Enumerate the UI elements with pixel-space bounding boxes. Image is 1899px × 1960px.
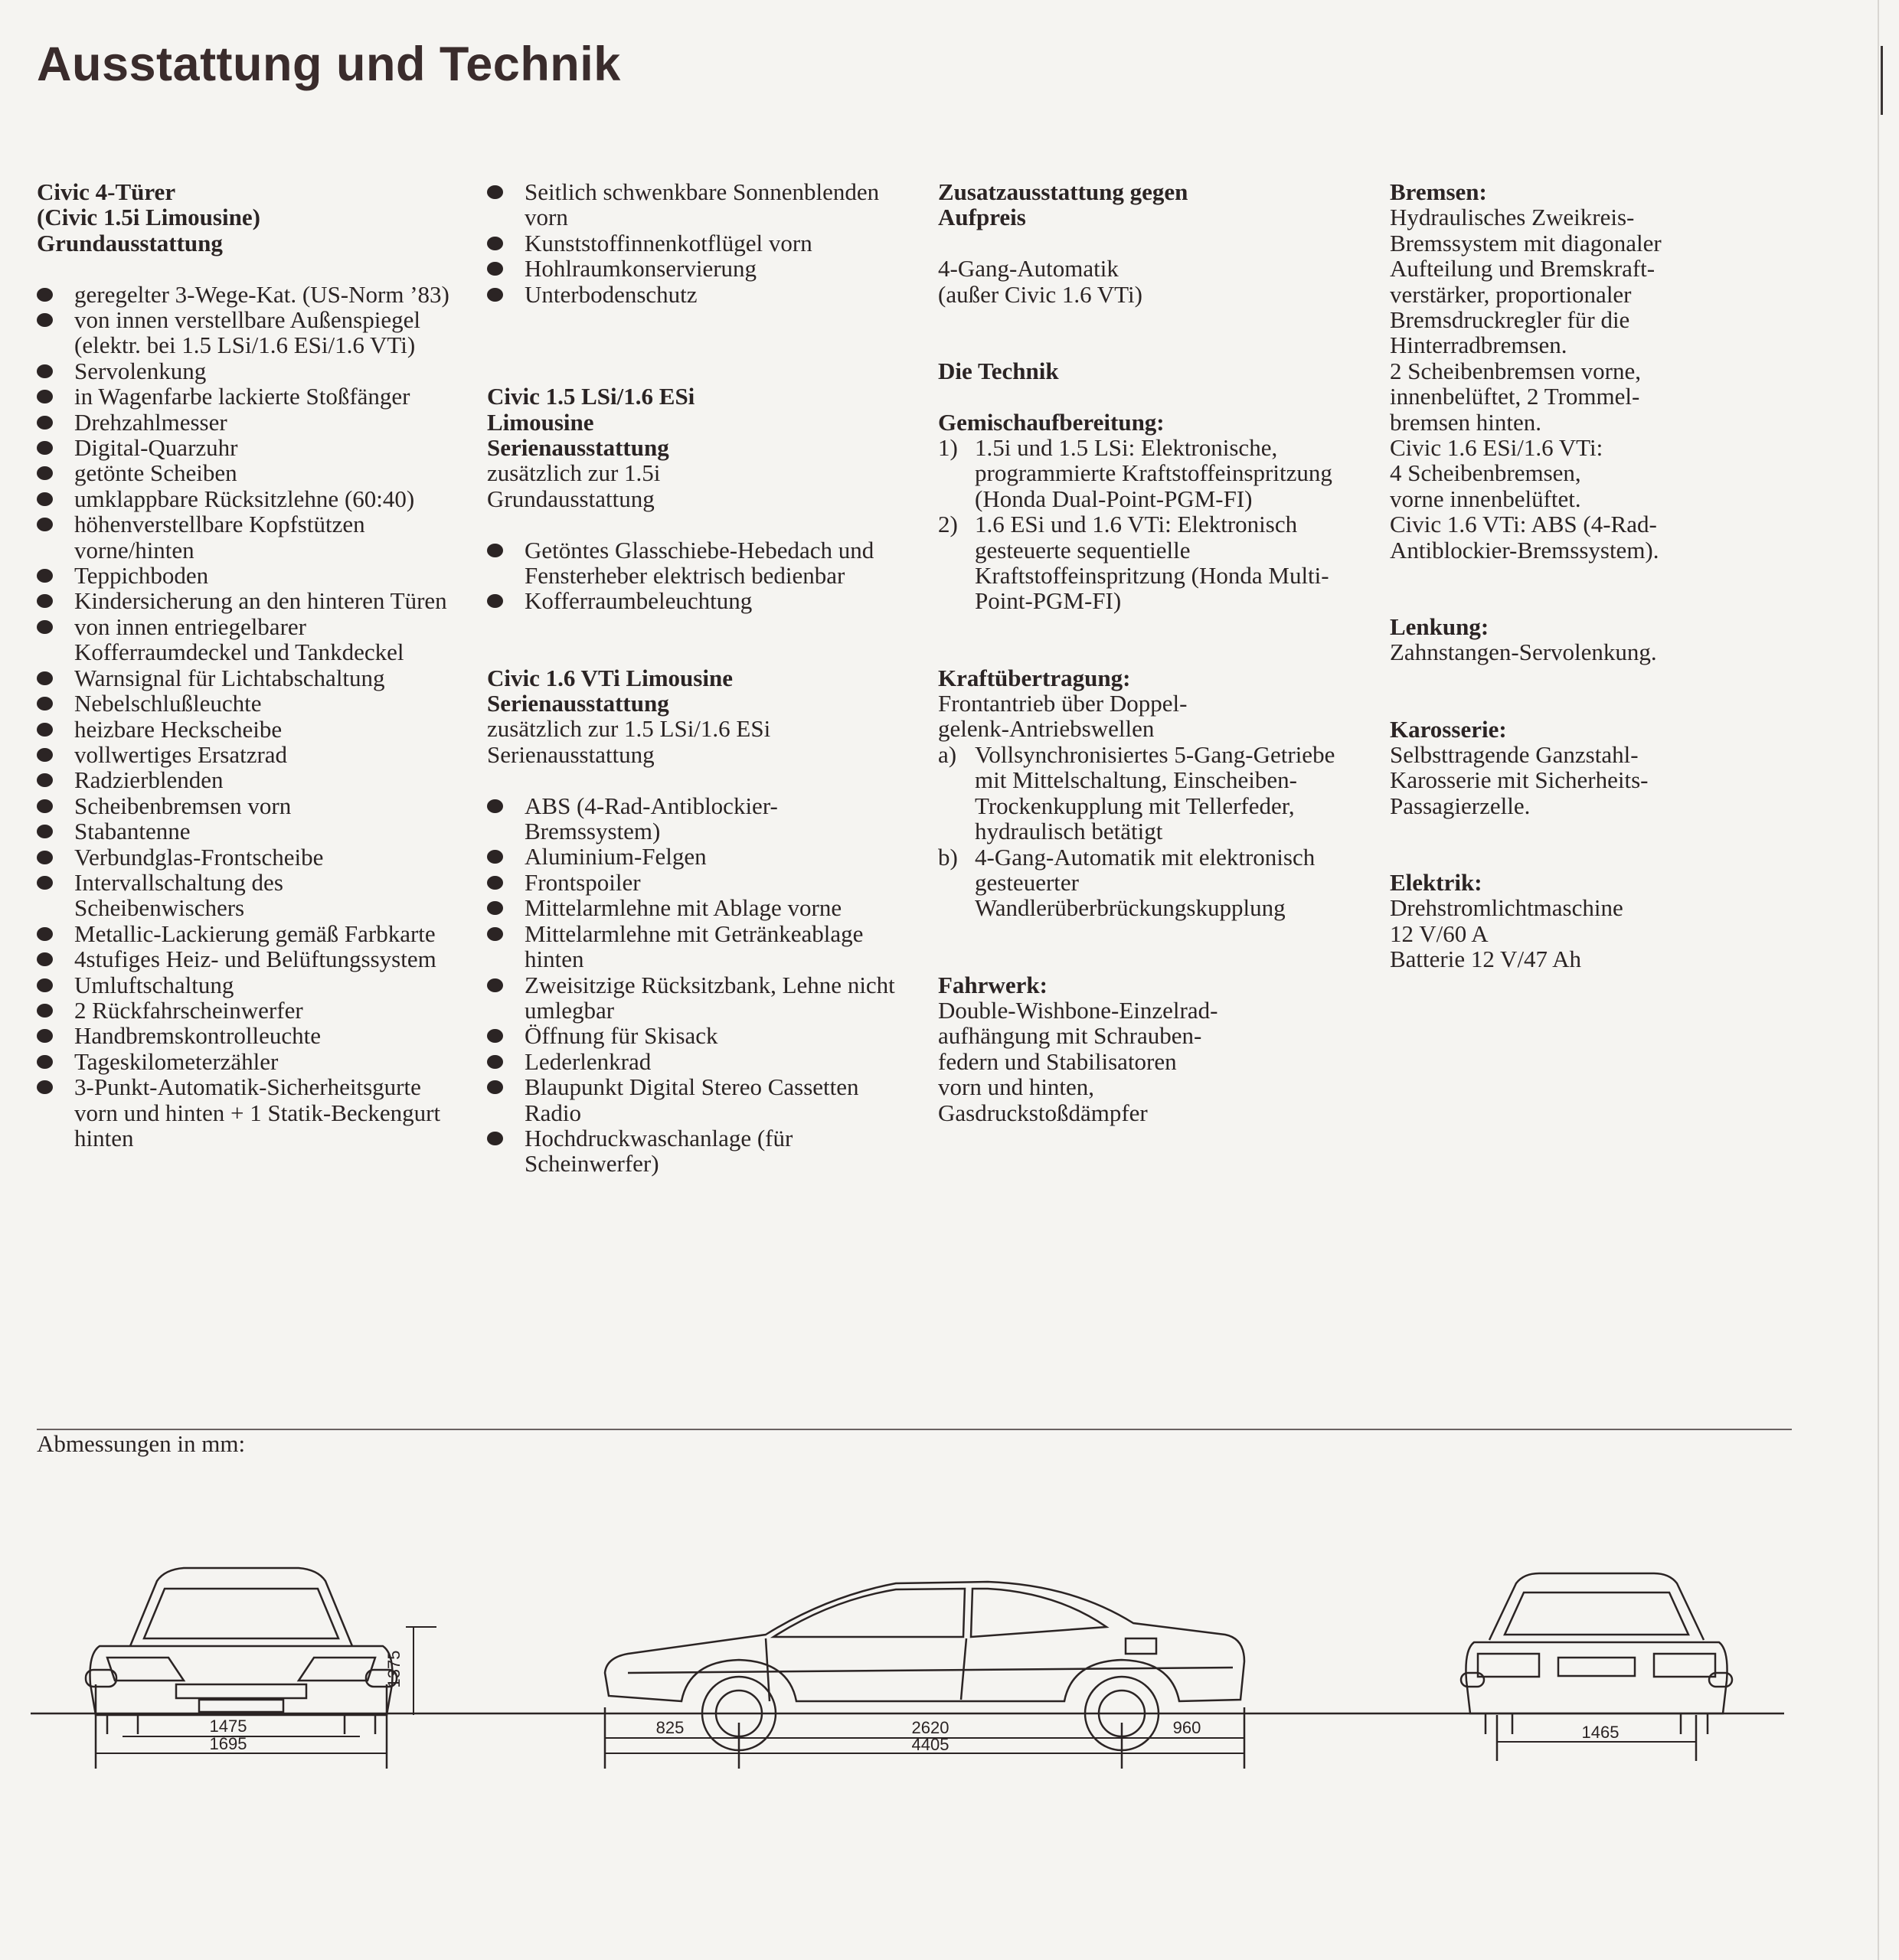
dimensions-label: Abmessungen in mm: [37,1430,246,1457]
list-item: Digital-Quarzuhr [37,435,450,460]
list-item: Handbremskontrolleuchte [37,1023,450,1048]
list-item: heizbare Heckscheibe [37,717,450,742]
list-item: Zweisitzige Rücksitzbank, Lehne nicht umlegbar [487,972,900,1024]
list-item: 4stufiges Heiz- und Belüftungssystem [37,946,450,972]
heading-civic-4-turer: Civic 4-Türer (Civic 1.5i Limousine) Grundausstattung [37,178,260,256]
section-kraftuebertragung [938,665,1355,921]
list-lsi-esi-equipment [487,537,900,614]
page-edge [1878,0,1879,1960]
list-item: Radzierblenden [37,767,450,792]
page-title: Ausstattung und Technik [37,38,621,91]
list-item: Lederlenkrad [487,1049,900,1074]
list-item: Hohlraumkonservierung [487,256,900,281]
list-item: Metallic-Lackierung gemäß Farbkarte [37,921,450,946]
list-item: Seitlich schwenkbare Sonnenblenden vorn [487,179,900,230]
page-edge-mark [1881,46,1883,115]
list-base-equipment-continued [487,179,900,307]
list-item: Kindersicherung an den hinteren Türen [37,588,450,613]
section-gemischaufbereitung [938,410,1355,614]
heading-zusatzausstattung: Zusatzausstattung gegen Aufpreis [938,178,1188,231]
list-item: Getöntes Glasschiebe-Hebedach und Fensterheber elektrisch bedienbar [487,537,900,589]
list-item: Mittelarmlehne mit Getränkeablage hinten [487,921,900,972]
heading-die-technik: Die Technik [938,357,1059,384]
list-gemischaufbereitung [938,435,1355,614]
list-item: Unterbodenschutz [487,282,900,307]
heading-karosserie: Karosserie: [1390,715,1507,743]
list-item: Verbundglas-Frontscheibe [37,844,450,870]
list-item: Aluminium-Felgen [487,844,900,869]
text-fahrwerk: Double-Wishbone-Einzelrad- aufhängung mit Schrauben- federn und Stabilisatoren vorn und hinten, Gasdruckstoßdämpfer [938,996,1218,1126]
dim-wheelbase: 2620 [911,1718,950,1737]
heading-lenkung: Lenkung: [1390,612,1489,640]
dim-height: 1375 [384,1650,404,1688]
list-item: Mittelarmlehne mit Ablage vorne [487,895,900,920]
heading-elektrik: Elektrik: [1390,868,1482,896]
list-item: Intervallschaltung des Scheibenwischers [37,870,450,921]
text-zusatzausstattung: 4-Gang-Automatik (außer Civic 1.6 VTi) [938,255,1142,308]
heading-civic-lsi-esi: Civic 1.5 LSi/1.6 ESi Limousine Serienausstattung [487,383,695,462]
list-item: 1) 1.5i und 1.5 LSi: Elektronische, programmierte Kraftstoffeinspritzung (Honda Dual-Point-PGM-FI) [938,434,1332,512]
list-item: Stabantenne [37,818,450,844]
section-fahrwerk [938,972,1355,1125]
heading-kraftuebertragung: Kraftübertragung: [938,664,1131,691]
dim-front-width: 1695 [209,1734,247,1753]
list-item: Teppichboden [37,563,450,588]
section-lenkung [1390,614,1819,665]
list-item: von innen verstellbare Außenspiegel (elektr. bei 1.5 LSi/1.6 ESi/1.6 VTi) [37,307,450,358]
car-dimension-drawings [0,1493,1838,1830]
list-kraftuebertragung [938,742,1355,921]
list-item: 3-Punkt-Automatik-Sicherheitsgurte vorn und hinten + 1 Statik-Beckengurt hinten [37,1074,450,1151]
list-item: Kofferraumbeleuchtung [487,588,900,613]
text-elektrik: Drehstromlichtmaschine 12 V/60 A Batterie 12 V/47 Ah [1390,894,1623,973]
list-item: Drehzahlmesser [37,410,450,435]
list-item: Scheibenbremsen vorn [37,793,450,818]
list-item: Hochdruckwaschanlage (für Scheinwerfer) [487,1125,900,1177]
subheading-vti: zusätzlich zur 1.5 LSi/1.6 ESi Serienausstattung [487,715,771,768]
text-kraftuebertragung: Frontantrieb über Doppel- gelenk-Antriebswellen [938,690,1188,743]
list-item: umklappbare Rücksitzlehne (60:40) [37,486,450,511]
list-item: Öffnung für Skisack [487,1023,900,1048]
list-item: a) Vollsynchronisiertes 5-Gang-Getriebe mit Mittelschaltung, Einscheiben-Trockenkupplung mit Tellerfeder, hydraulisch betätigt [938,740,1335,845]
section-lsi-esi [487,384,900,614]
list-item: Warnsignal für Lichtabschaltung [37,665,450,691]
section-grundausstattung [37,179,450,1151]
section-vti [487,665,900,1177]
text-lenkung: Zahnstangen-Servolenkung. [1390,639,1657,666]
section-zusatzausstattung [938,179,1355,307]
list-item: 2 Rückfahrscheinwerfer [37,998,450,1023]
column-equipment-series [487,179,900,1177]
dim-front-overhang: 825 [655,1718,685,1737]
dim-front-track: 1475 [209,1717,247,1736]
list-item: ABS (4-Rad-Antiblockier-Bremssystem) [487,793,900,844]
list-item: von innen entriegelbarer Kofferraumdeckel und Tankdeckel [37,614,450,665]
section-elektrik [1390,870,1819,972]
list-item: geregelter 3-Wege-Kat. (US-Norm ’83) [37,282,450,307]
list-base-equipment [37,282,450,1152]
list-item: vollwertiges Ersatzrad [37,742,450,767]
list-item: Frontspoiler [487,870,900,895]
list-vti-equipment [487,793,900,1177]
text-bremsen: Hydraulisches Zweikreis- Bremssystem mit diagonaler Aufteilung und Bremskraft- verstärker, proportionaler Bremsdruckregler für die Hinterradbremsen. 2 Scheibenbremsen vorne, innenbelüftet, 2 Trommel- bremsen hinten. Civic 1.6 ESi/1.6 VTi: 4 Scheibenbremsen, vorne innenbelüftet. Civic 1.6 VTi: ABS (4-Rad- Antiblockier-Bremssystem). [1390,204,1662,564]
list-item: Nebelschlußleuchte [37,691,450,716]
list-item: 2) 1.6 ESi und 1.6 VTi: Elektronisch gesteuerte sequentielle Kraftstoffeinspritzung (Honda Multi-Point-PGM-FI) [938,511,1329,615]
dim-rear-track: 1465 [1581,1723,1620,1742]
list-item: Umluftschaltung [37,972,450,998]
section-bremsen [1390,179,1819,563]
section-karosserie [1390,717,1819,819]
list-item: höhenverstellbare Kopfstützen vorne/hinten [37,511,450,563]
list-item: Tageskilometerzähler [37,1049,450,1074]
heading-gemischaufbereitung: Gemischaufbereitung: [938,408,1165,436]
heading-fahrwerk: Fahrwerk: [938,971,1048,998]
subheading-lsi-esi: zusätzlich zur 1.5i Grundausstattung [487,459,661,512]
heading-bremsen: Bremsen: [1390,178,1487,205]
list-item: Blaupunkt Digital Stereo Cassetten Radio [487,1074,900,1125]
column-equipment-base [37,179,450,1151]
list-item: in Wagenfarbe lackierte Stoßfänger [37,384,450,409]
list-item: Kunststoffinnenkotflügel vorn [487,230,900,256]
list-item: Servolenkung [37,358,450,384]
dim-length: 4405 [911,1735,950,1754]
column-technik-continued [1390,179,1819,972]
column-technik [938,179,1355,1125]
list-item: getönte Scheiben [37,460,450,485]
dim-rear-overhang: 960 [1172,1718,1201,1737]
text-karosserie: Selbsttragende Ganzstahl- Karosserie mit Sicherheits- Passagierzelle. [1390,740,1649,819]
dimensions-divider [37,1429,1792,1430]
list-item: b) 4-Gang-Automatik mit elektronisch gesteuerter Wandlerüberbrückungskupplung [938,843,1316,922]
heading-civic-vti: Civic 1.6 VTi Limousine Serienausstattung [487,664,733,717]
